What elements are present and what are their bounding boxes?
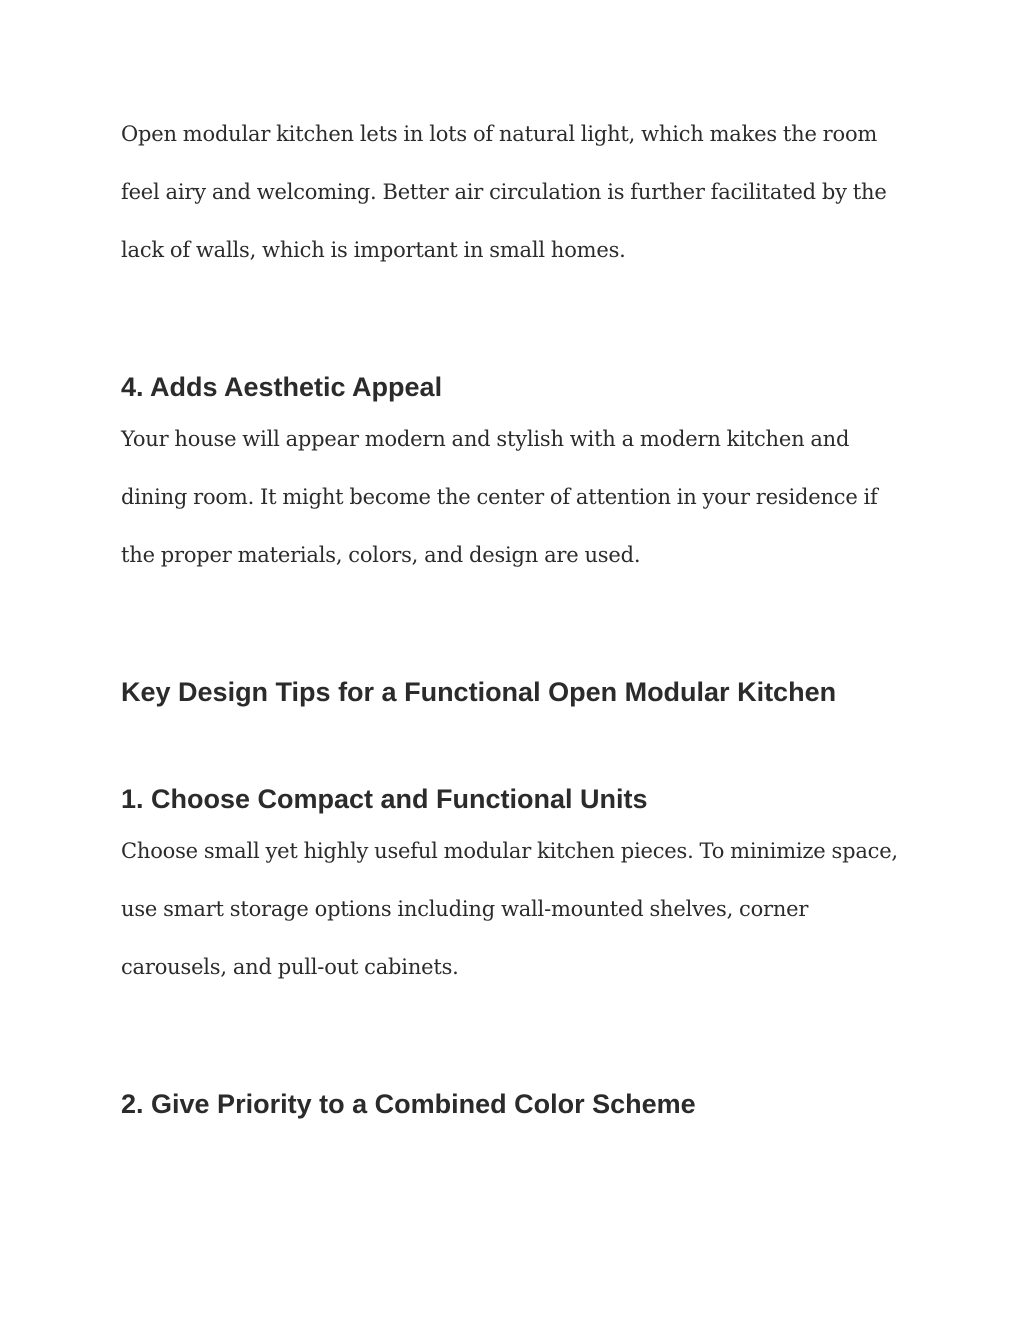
- heading-key-design-tips: Key Design Tips for a Functional Open Modular Kitchen: [121, 677, 837, 707]
- heading-choose-compact-units: 1. Choose Compact and Functional Units: [121, 784, 648, 814]
- paragraph-line: lack of walls, which is important in small homes.: [121, 238, 626, 262]
- paragraph-line: carousels, and pull-out cabinets.: [121, 955, 459, 979]
- heading-adds-aesthetic-appeal: 4. Adds Aesthetic Appeal: [121, 372, 443, 402]
- paragraph-line: dining room. It might become the center of attention in your residence if: [121, 485, 878, 509]
- paragraph-line: Choose small yet highly useful modular kitchen pieces. To minimize space,: [121, 839, 898, 863]
- paragraph-line: Open modular kitchen lets in lots of natural light, which makes the room: [121, 122, 878, 146]
- paragraph-line: use smart storage options including wall-mounted shelves, corner: [121, 897, 809, 921]
- paragraph-line: feel airy and welcoming. Better air circulation is further facilitated by the: [121, 180, 887, 204]
- paragraph-line: the proper materials, colors, and design are used.: [121, 543, 641, 567]
- paragraph-line: Your house will appear modern and stylish with a modern kitchen and: [121, 427, 850, 451]
- paragraph-natural-light: [121, 105, 911, 279]
- paragraph-aesthetic-appeal: [121, 410, 911, 584]
- heading-combined-color-scheme: 2. Give Priority to a Combined Color Scheme: [121, 1089, 696, 1119]
- paragraph-compact-units: [121, 822, 911, 996]
